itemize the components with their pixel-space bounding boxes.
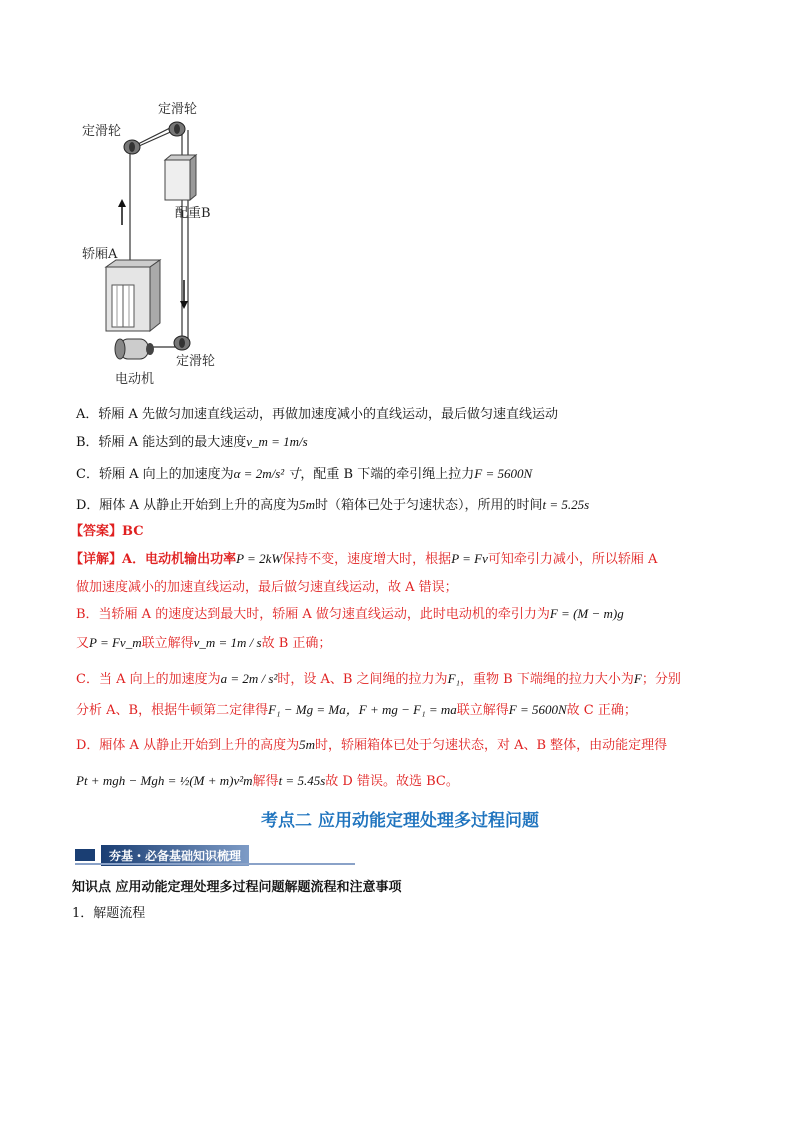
explanation-line-6 — [76, 699, 637, 718]
expl-5c: ，重物 B 下端绳的拉力大小为 — [460, 672, 634, 687]
expl-8m1: Pt + mgh − Mgh = ½(M + m)v²m — [76, 773, 253, 788]
expl-3m: F = (M − m)g — [549, 606, 624, 621]
option-d-math1: 5m — [299, 497, 315, 512]
label-cabin: 轿厢A — [82, 247, 118, 262]
explanation-line-3 — [76, 603, 624, 622]
expl-1c: 可知牵引力减小，所以轿厢 A — [487, 552, 658, 567]
label-pulley-bottom: 定滑轮 — [176, 354, 216, 369]
expl-8m2: t = 5.45s — [278, 773, 326, 788]
elevator-diagram — [70, 95, 240, 390]
counterweight-block-icon — [165, 155, 196, 200]
expl-4a: 又 — [76, 636, 90, 651]
option-c-math1: α = 2m/s² 寸 — [233, 466, 301, 481]
expl-7a: D．厢体 A 从静止开始到上升的高度为 — [76, 738, 300, 753]
explanation-line-7 — [76, 734, 667, 753]
option-c-text: C．轿厢 A 向上的加速度为 — [76, 467, 234, 482]
option-c-math2: F = 5600N — [474, 466, 533, 481]
option-b — [76, 431, 308, 450]
pulley-top-icon — [169, 122, 185, 136]
cabin-box-icon — [106, 260, 160, 331]
banner-underline — [75, 863, 355, 865]
expl-6b: 联立解得 — [456, 703, 509, 718]
expl-6m3: F = 5600N — [508, 702, 567, 717]
expl-1b: 保持不变，速度增大时，根据 — [282, 552, 452, 567]
expl-7m1: 5m — [299, 737, 315, 752]
expl-7b: 时，轿厢箱体已处于匀速状态，对 A、B 整体，由动能定理得 — [314, 738, 668, 753]
pulley-bottom-icon — [174, 336, 190, 350]
answer-label: 【答案】BC — [70, 524, 144, 539]
label-pulley-top: 定滑轮 — [158, 102, 198, 117]
section-banner — [75, 845, 355, 865]
banner-text: 夯基・必备基础知识梳理 — [101, 845, 249, 866]
expl-4c: 故 B 正确； — [261, 636, 332, 651]
banner-bar — [75, 849, 95, 861]
option-c-text2: ，配重 B 下端的牵引绳上拉力 — [300, 467, 475, 482]
explanation-line-2: 做加速度减小的加速直线运动，最后做匀速直线运动，故 A 错误； — [76, 580, 458, 595]
knowledge-point-title: 知识点 应用动能定理处理多过程问题解题流程和注意事项 — [72, 880, 402, 895]
explanation-line-5 — [76, 668, 681, 687]
option-a: A．轿厢 A 先做匀加速直线运动，再做加速度减小的直线运动，最后做匀速直线运动 — [76, 407, 559, 422]
option-d-math2: t = 5.25s — [542, 497, 590, 512]
expl-8b: 故 D 错误。故选 BC。 — [325, 774, 459, 789]
option-b-text: B．轿厢 A 能达到的最大速度 — [76, 435, 247, 450]
motor-icon — [115, 339, 154, 359]
option-d — [76, 494, 589, 513]
expl-4m1: P = Fv_m — [89, 635, 142, 650]
expl-8a: 解得 — [252, 774, 279, 789]
expl-1m1: P = 2kW — [236, 551, 283, 566]
expl-3a: B．当轿厢 A 的速度达到最大时，轿厢 A 做匀速直线运动，此时电动机的牵引力为 — [76, 607, 550, 622]
list-item-1: 1．解题流程 — [72, 906, 146, 921]
arrow-up-icon — [118, 199, 126, 225]
expl-5m3: F — [633, 671, 642, 686]
option-c — [76, 463, 532, 482]
label-pulley-left: 定滑轮 — [82, 124, 122, 139]
expl-5b: 时，设 A、B 之间绳的拉力为 — [277, 672, 448, 687]
option-d-text: D．厢体 A 从静止开始到上升的高度为 — [76, 498, 300, 513]
label-motor: 电动机 — [115, 372, 155, 387]
expl-5m2: F₁ — [447, 671, 461, 686]
arrow-down-icon — [180, 280, 188, 309]
expl-6a: 分析 A、B，根据牛顿第二定律得 — [76, 703, 269, 718]
explanation-line-4 — [76, 632, 331, 651]
explanation-line-1 — [70, 548, 657, 567]
expl-5d: ；分别 — [641, 672, 681, 687]
expl-6c: 故 C 正确； — [566, 703, 637, 718]
label-counterweight: 配重B — [175, 206, 211, 221]
expl-6m1: F₁ − Mg = Ma — [268, 702, 346, 717]
explanation-line-8 — [76, 770, 459, 789]
option-b-math: v_m = 1m/s — [246, 434, 308, 449]
expl-5m1: a = 2m / s² — [220, 671, 278, 686]
expl-1m2: P = Fv — [451, 551, 488, 566]
section-heading: 考点二 应用动能定理处理多过程问题 — [261, 811, 539, 831]
expl-6m2: ，F + mg − F₁ = ma — [345, 702, 457, 717]
option-d-text2: 时（箱体已处于匀速状态），所用的时间 — [314, 498, 543, 513]
expl-5a: C．当 A 向上的加速度为 — [76, 672, 221, 687]
expl-4m2: v_m = 1m / s — [193, 635, 262, 650]
expl-4b: 联立解得 — [141, 636, 194, 651]
pulley-left-icon — [124, 140, 140, 154]
expl-1a: 【详解】A．电动机输出功率 — [70, 552, 237, 567]
